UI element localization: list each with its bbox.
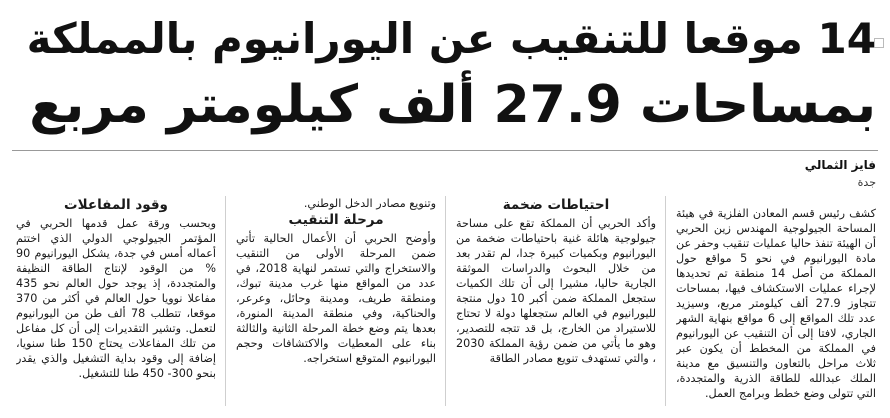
column-2-text: وأكد الحربي أن المملكة تقع على مساحة جيولوجية هائلة غنية باحتياطات ضخمة من اليورانيوم وبكميات كبيرة جدا، لم تقدر بعد من خلال البحوث والدراسات الموثقة الجارية حاليا، مشيرا إلى أن تلك الكميات ستجعل المملكة ضمن أكبر 10 دول منتجة لليورانيوم في العالم ستجعلها دولة لا تحتاج للاستيراد من الخارج، بل قد تتجه للتصدير، وهو ما يأتي من ضمن رؤية المملكة 2030 ، والتي تستهدف تنويع مصادر الطاقة — [456, 217, 656, 365]
article-column-2 — [456, 196, 656, 408]
column-divider — [445, 196, 446, 406]
headline-divider — [12, 150, 878, 151]
article-column-3 — [236, 196, 436, 408]
headline-line-1: 14 موقعا للتنقيب عن اليورانيوم بالمملكة — [26, 14, 876, 63]
column-divider — [225, 196, 226, 406]
column-divider — [665, 196, 666, 406]
column-4-text: وبحسب ورقة عمل قدمها الحربي في المؤتمر الجيولوجي الدولي الذي اختتم أعماله أمس في جدة، يشكل اليورانيوم 90 % من الوقود لإنتاج الطاقة النظيفة والمتجددة، إذ يوجد حول العالم نحو 435 مفاعلا نوويا حول العالم في أكثر من 370 موقعا، تتطلب 78 ألف طن من اليورانيوم لتعمل. وتشير التقديرات إلى أن كل مفاعل من تلك المفاعلات يحتاج 150 طنا سنويا، إضافة إلى وقود بداية التشغيل والذي يقدر بنحو 300- 450 طنا للتشغيل. — [16, 217, 216, 380]
column-1-text: كشف رئيس قسم المعادن الفلزية في هيئة المساحة الجيولوجية المهندس زين الحربي أن الهيئة تنفذ حاليا عمليات تنقيب وحفر عن مادة اليورانيوم في نحو 5 مواقع حول المملكة من أصل 14 منطقة تم تحديدها لإجراء عمليات الاستكشاف فيها، بمساحات تتجاوز 27.9 ألف كيلومتر مربع، وسيزيد عدد تلك المواقع إلى 6 مواقع بنهاية الشهر الجاري، لافتا إلى أن التنقيب عن اليورانيوم في المملكة من المخطط أن يكون عبر ثلاث مراحل بالتعاون والتنسيق مع مدينة الملك عبدالله للطاقة الذرية والمتجددة، التي تتولى وضع خطط وبرامج العمل. — [676, 207, 876, 400]
subheading-reactor-fuel: وقود المفاعلات — [64, 197, 168, 213]
dateline: جدة — [857, 176, 876, 189]
byline: فايز الثمالي — [804, 158, 876, 172]
registration-mark — [874, 38, 884, 48]
subheading-reserves: احتياطات ضخمة — [502, 197, 610, 213]
headline-line-2: بمساحات 27.9 ألف كيلومتر مربع — [29, 75, 876, 135]
column-3-lead: وتنويع مصادر الدخل الوطني. — [303, 197, 436, 210]
column-3-text: وأوضح الحربي أن الأعمال الحالية تأتي ضمن المرحلة الأولى من التنقيب والاستخراج والتي تستمر لنهاية 2018، في عدد من المواقع منها غرب مدينة تبوك، ومنطقة طريف، ومدينة وحائل، وعرعر، والحناكية، وفي منطقة المدينة المنورة، بعدها يتم وضع خطة المرحلة الثانية والثالثة بناء على المعطيات والاكتشافات وحجم اليورانيوم المتوقع استخراجه. — [236, 232, 436, 365]
subheading-exploration-phase: مرحلة التنقيب — [288, 212, 384, 228]
article-column-1 — [676, 206, 876, 418]
article-column-4 — [16, 196, 216, 408]
